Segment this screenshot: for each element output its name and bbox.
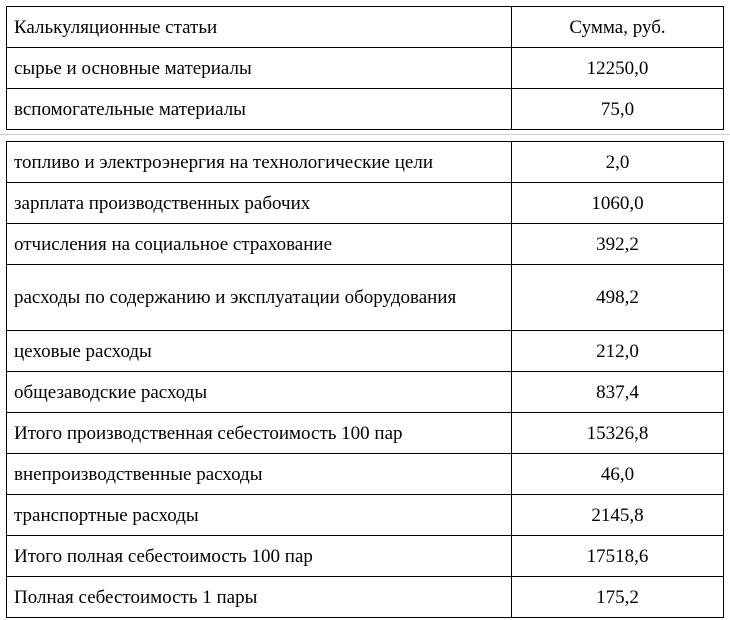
table-row xyxy=(7,224,724,265)
row-amount: 1060,0 xyxy=(512,183,724,224)
row-amount: 837,4 xyxy=(512,372,724,413)
row-amount: 75,0 xyxy=(512,89,724,130)
cost-table-top xyxy=(6,6,724,130)
row-item: транспортные расходы xyxy=(7,495,512,536)
row-amount: 17518,6 xyxy=(512,536,724,577)
row-item: расходы по содержанию и эксплуатации оборудования xyxy=(7,265,512,331)
cost-table-bottom xyxy=(6,141,724,618)
header-row xyxy=(7,7,724,48)
row-item: отчисления на социальное страхование xyxy=(7,224,512,265)
table-row xyxy=(7,454,724,495)
row-item: Полная себестоимость 1 пары xyxy=(7,577,512,618)
row-item: цеховые расходы xyxy=(7,331,512,372)
row-amount: 392,2 xyxy=(512,224,724,265)
row-item: внепроизводственные расходы xyxy=(7,454,512,495)
table-row xyxy=(7,183,724,224)
row-amount: 2145,8 xyxy=(512,495,724,536)
row-amount: 2,0 xyxy=(512,142,724,183)
table-row xyxy=(7,48,724,89)
page-break-divider xyxy=(0,134,730,135)
row-amount: 12250,0 xyxy=(512,48,724,89)
row-amount: 15326,8 xyxy=(512,413,724,454)
row-amount: 212,0 xyxy=(512,331,724,372)
table-row xyxy=(7,372,724,413)
table-row xyxy=(7,577,724,618)
table-row xyxy=(7,413,724,454)
row-amount: 498,2 xyxy=(512,265,724,331)
row-item: общезаводские расходы xyxy=(7,372,512,413)
row-item: вспомогательные материалы xyxy=(7,89,512,130)
table-row xyxy=(7,265,724,331)
table-row xyxy=(7,495,724,536)
row-item: топливо и электроэнергия на технологические цели xyxy=(7,142,512,183)
row-amount: 175,2 xyxy=(512,577,724,618)
table-row xyxy=(7,89,724,130)
row-amount: 46,0 xyxy=(512,454,724,495)
row-item: сырье и основные материалы xyxy=(7,48,512,89)
table-row xyxy=(7,536,724,577)
table-row xyxy=(7,142,724,183)
column-header-items: Калькуляционные статьи xyxy=(7,7,512,48)
table-row xyxy=(7,331,724,372)
row-item: Итого полная себестоимость 100 пар xyxy=(7,536,512,577)
column-header-amount: Сумма, руб. xyxy=(512,7,724,48)
row-item: Итого производственная себестоимость 100 пар xyxy=(7,413,512,454)
row-item: зарплата производственных рабочих xyxy=(7,183,512,224)
